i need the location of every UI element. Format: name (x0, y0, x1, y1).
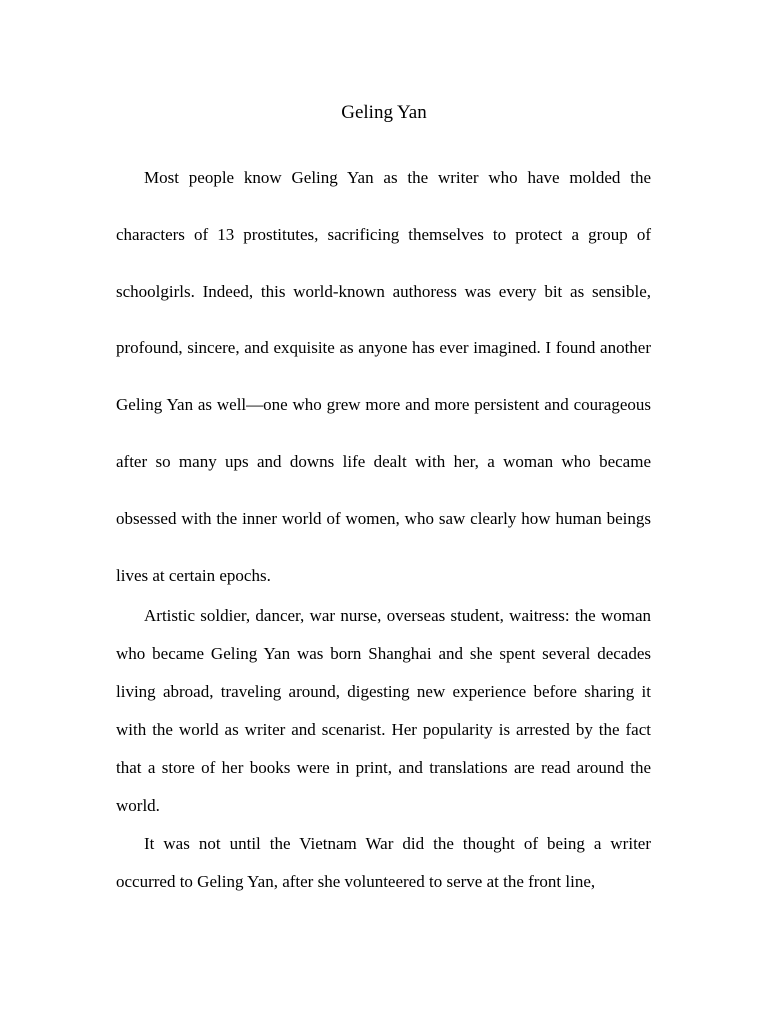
paragraph-1: Most people know Geling Yan as the writer who have molded the characters of 13 prostitutes, sacrificing themselves to protect a group of schoolgirls. Indeed, this world-known authoress was every bit as sensible, profound, sincere, and exquisite as anyone has ever imagined. I found another Geling Yan as well—one who grew more and more persistent and courageous after so many ups and downs life dealt with her, a woman who became obsessed with the inner world of women, who saw clearly how human beings lives at certain epochs. (116, 168, 651, 585)
paragraph-2: Artistic soldier, dancer, war nurse, overseas student, waitress: the woman who became Geling Yan was born Shanghai and she spent several decades living abroad, traveling around, digesting new experience before sharing it with the world as writer and scenarist. Her popularity is arrested by the fact that a store of her books were in print, and translations are read around the world. (116, 606, 651, 815)
document-title: Geling Yan (341, 102, 427, 123)
paragraph-3: It was not until the Vietnam War did the thought of being a writer occurred to Geling Yan, after she volunteered to serve at the front line, (116, 834, 651, 891)
